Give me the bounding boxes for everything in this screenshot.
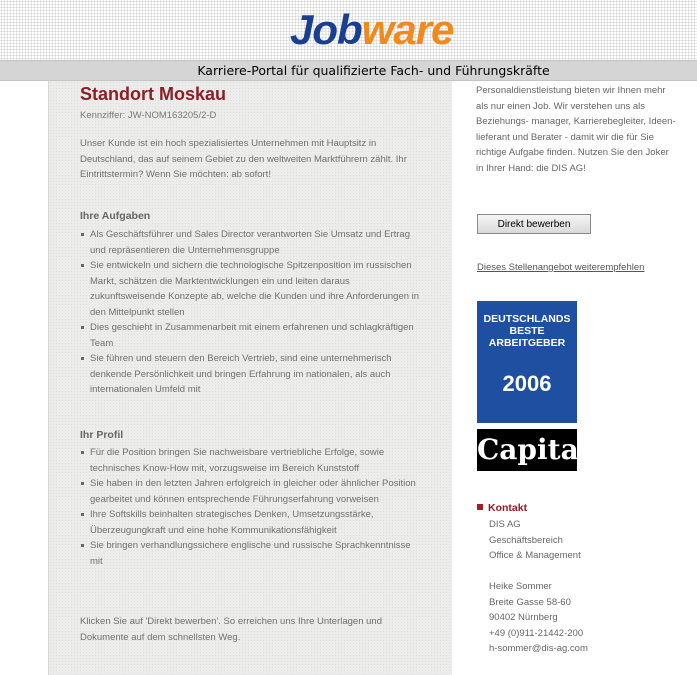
jobware-logo[interactable] <box>290 6 453 54</box>
logo-text-job: Job <box>290 6 362 53</box>
contact-heading <box>477 502 527 514</box>
contact-line: Heike Sommer <box>489 581 552 592</box>
job-reference-code: Kennziffer: JW-NOM163205/2-D <box>80 110 217 121</box>
tagline: Karriere-Portal für qualifizierte Fach- und Führungskräfte <box>0 60 697 81</box>
profile-list <box>80 445 420 569</box>
logo-text-ware: ware <box>361 6 454 53</box>
contact-heading-label: Kontakt <box>488 502 528 514</box>
contact-line: Breite Gasse 58-60 <box>489 596 571 608</box>
list-item: Sie bringen verhandlungssichere englische und russische Sprachkenntnisse mit <box>80 538 420 569</box>
list-item: Sie führen und steuern den Bereich Vertrieb, sind eine unternehmerisch denkende Persönlichkeit und bringen Erfahrung im nationalen, als auch internationalen Umfeld mit <box>80 351 420 398</box>
contact-line: 90402 Nürnberg <box>489 612 558 623</box>
job-title: Standort Moskau <box>80 84 227 104</box>
job-intro-text: Unser Kunde ist ein hoch spezialisiertes Unternehmen mit Hauptsitz in Deutschland, das auf seinem Gebiet zu den weltweiten Marktführern zählt. Ihr Eintrittstermin? Wenn Sie möchten: ab sofort! <box>80 138 407 180</box>
contact-email[interactable]: h-sommer@dis-ag.com <box>489 643 588 654</box>
tasks-heading: Ihre Aufgaben <box>80 210 151 222</box>
contact-line: Office & Management <box>489 550 581 561</box>
list-item: Ihre Softskills beinhalten strategisches Denken, Umsetzungsstärke, Überzeugungkraft und eine hohe Kommunikationsfähigkeit <box>80 507 420 538</box>
badge-line: BESTE <box>509 325 545 337</box>
bullet-square-icon <box>477 504 483 510</box>
sidebar <box>476 81 697 675</box>
capital-logo: Capital <box>477 429 577 471</box>
recommend-job-link[interactable]: Dieses Stellenangebot weiterempfehlen <box>477 262 645 273</box>
contact-details <box>489 517 689 657</box>
badge-line: DEUTSCHLANDS <box>483 313 571 325</box>
contact-line: DIS AG <box>489 519 521 530</box>
job-description-panel <box>48 81 452 675</box>
profile-heading: Ihr Profil <box>80 429 124 441</box>
page-header <box>0 0 697 60</box>
badge-year: 2006 <box>502 371 552 396</box>
contact-line: +49 (0)911-21442-200 <box>489 627 584 639</box>
contact-line: Geschäftsbereich <box>489 534 563 546</box>
badge-line: ARBEITGEBER <box>488 337 566 349</box>
closing-text: Klicken Sie auf 'Direkt bewerben'. So erreichen uns Ihre Unterlagen und Dokumente auf dem schnellsten Weg. <box>80 616 382 643</box>
contact-line <box>489 564 689 580</box>
tasks-list <box>80 227 420 398</box>
list-item: Für die Position bringen Sie nachweisbare vertriebliche Erfolge, sowie technisches Know-How mit, vorzugsweise im Bereich Kunststoff <box>80 445 420 476</box>
apply-button[interactable]: Direkt bewerben <box>477 214 591 234</box>
list-item: Sie entwickeln und sichern die technologische Spitzenposition im russischen Markt, schätzen die Marktentwicklungen ein und leiten daraus zukunftsweisende Konzepte ab, welche die Kunden und ihre Anforderungen in den Mittelpunkt stellen <box>80 258 420 320</box>
sidebar-intro-text: Personaldienstleistung bieten wir Ihnen mehr als nur einen Job. Wir verstehen uns als Beziehungs- manager, Karrierebegleiter, Ideen- lieferant und Berater - damit wir die für Sie richtige Aufgabe finden. Nutzen Sie den Joker in Ihrer Hand: die DIS AG! <box>476 85 676 174</box>
list-item: Sie haben in den letzten Jahren erfolgreich in gleicher oder ähnlicher Position gearbeitet und können entsprechende Führungserfahrung vorweisen <box>80 476 420 507</box>
list-item: Dies geschieht in Zusammenarbeit mit einem erfahrenen und schlagkräftigen Team <box>80 320 420 351</box>
list-item: Als Geschäftsführer und Sales Director verantworten Sie Umsatz und Ertrag und repräsentieren die Unternehmensgruppe <box>80 227 420 258</box>
best-employer-badge <box>477 301 577 423</box>
